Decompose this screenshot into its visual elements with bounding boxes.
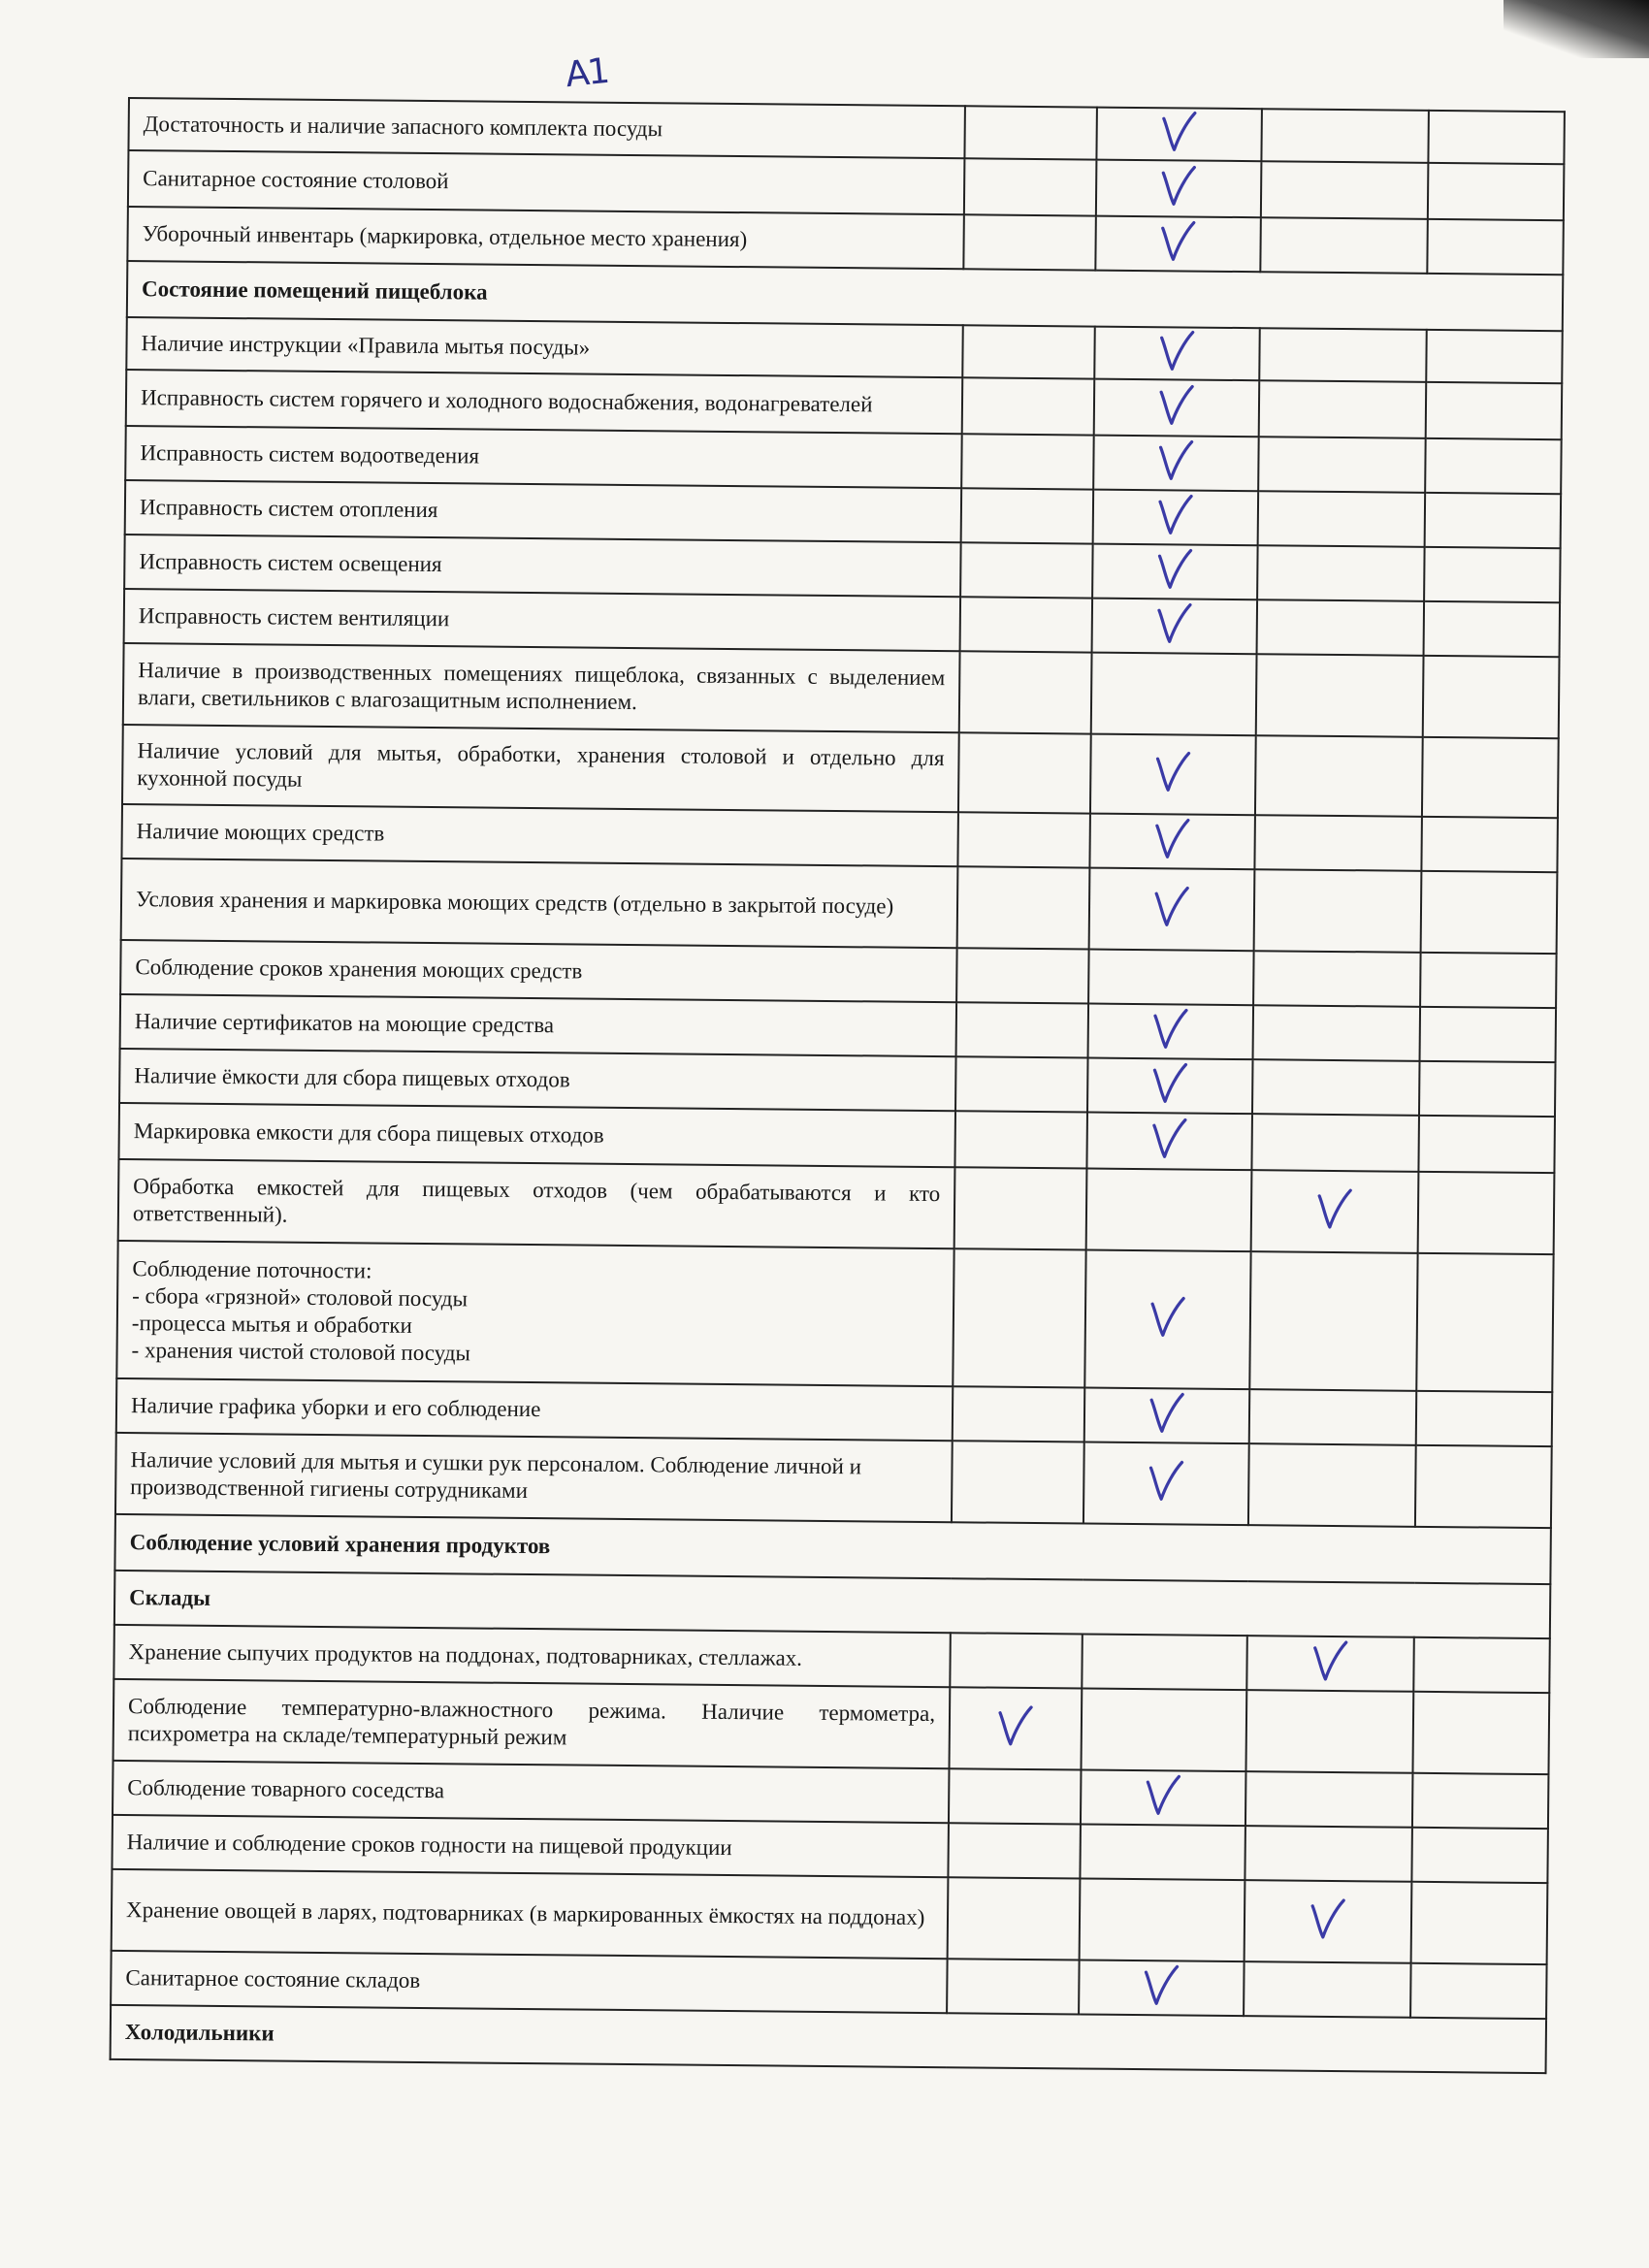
table-row: [115, 1433, 1552, 1528]
rating-cell: [1251, 1170, 1419, 1253]
criterion-text: Исправность систем отопления: [125, 480, 961, 542]
criterion-text: Санитарное состояние складов: [111, 1951, 947, 2013]
rating-cell: [1091, 653, 1257, 736]
rating-cell: [1259, 328, 1427, 382]
rating-cell: [1261, 109, 1429, 163]
criterion-text: Санитарное состояние столовой: [128, 150, 965, 214]
rating-cell: [960, 597, 1093, 652]
checklist-rows: [111, 98, 1565, 2073]
rating-cell: [1084, 1388, 1250, 1444]
scan-corner-shadow: [1504, 0, 1649, 58]
rating-cell: [1249, 1389, 1417, 1445]
rating-cell: [1254, 815, 1422, 871]
rating-cell: [1258, 491, 1426, 547]
rating-cell: [953, 1386, 1085, 1442]
rating-cell: [1256, 654, 1424, 737]
check-mark-icon: [1140, 1962, 1182, 2007]
rating-cell: [1428, 163, 1565, 220]
table-row: [123, 643, 1560, 738]
rating-cell: [1426, 330, 1563, 383]
criterion-text: Наличие и соблюдение сроков годности на пищевой продукции: [112, 1815, 948, 1877]
rating-cell: [1254, 869, 1422, 953]
rating-cell: [1422, 737, 1559, 818]
rating-cell: [1080, 1879, 1245, 1962]
rating-cell: [1412, 1773, 1549, 1829]
check-mark-icon: [1154, 492, 1197, 536]
section-heading: Холодильники: [111, 2005, 1546, 2073]
rating-cell: [1093, 490, 1259, 546]
check-mark-icon: [1148, 1116, 1191, 1160]
check-mark-icon: [1150, 884, 1193, 928]
rating-cell: [1420, 953, 1557, 1008]
rating-cell: [1257, 599, 1425, 656]
rating-cell: [1093, 436, 1259, 492]
rating-cell: [956, 948, 1089, 1003]
rating-cell: [1080, 1825, 1245, 1881]
rating-cell: [1086, 1169, 1252, 1252]
checklist-table: [110, 97, 1566, 2074]
rating-cell: [959, 651, 1092, 733]
rating-cell: [1083, 1442, 1249, 1526]
criterion-text: Наличие условий для мытья и сушки рук персоналом. Соблюдение личной и производственной гигиены сотрудниками: [115, 1433, 953, 1522]
criterion-text: Маркировка емкости для сбора пищевых отходов: [118, 1103, 955, 1167]
rating-cell: [954, 1167, 1087, 1249]
rating-cell: [1244, 1961, 1411, 2018]
rating-cell: [1418, 1172, 1555, 1254]
rating-cell: [947, 1959, 1080, 2014]
criterion-text: Хранение сыпучих продуктов на поддонах, подтоварниках, стеллажах.: [113, 1625, 950, 1687]
criterion-text: Наличие инструкции «Правила мытья посуды»: [126, 317, 962, 377]
table-row: [112, 1869, 1548, 1964]
check-mark-icon: [1147, 1294, 1189, 1339]
check-mark-icon: [1146, 1390, 1188, 1435]
criterion-text: Наличие графика уборки и его соблюдение: [116, 1378, 953, 1441]
criterion-text: Наличие сертификатов на моющие средства: [120, 994, 956, 1056]
rating-cell: [1086, 1113, 1252, 1171]
check-mark-icon: [1145, 1458, 1187, 1503]
rating-cell: [1245, 1826, 1412, 1882]
rating-cell: [958, 732, 1091, 813]
rating-cell: [960, 542, 1093, 598]
rating-cell: [1259, 380, 1427, 438]
rating-cell: [1410, 1963, 1547, 2019]
rating-cell: [1425, 438, 1562, 494]
rating-cell: [950, 1633, 1083, 1688]
check-mark-icon: [1155, 382, 1198, 427]
check-mark-icon: [1309, 1638, 1351, 1683]
rating-cell: [961, 488, 1094, 543]
rating-cell: [962, 325, 1095, 378]
rating-cell: [949, 1768, 1082, 1824]
rating-cell: [964, 106, 1097, 159]
table-row: [116, 1241, 1553, 1392]
rating-cell: [949, 1687, 1082, 1769]
rating-cell: [1095, 216, 1261, 273]
criterion-line: Соблюдение поточности:: [132, 1256, 372, 1283]
check-mark-icon: [1155, 328, 1198, 373]
check-mark-icon: [1153, 546, 1196, 591]
table-row: [118, 1159, 1555, 1254]
section-heading: Соблюдение условий хранения продуктов: [114, 1514, 1550, 1584]
check-mark-icon: [1307, 1896, 1349, 1941]
rating-cell: [1412, 1692, 1549, 1774]
rating-cell: [1418, 1116, 1555, 1173]
rating-cell: [1245, 1690, 1413, 1773]
rating-cell: [1261, 161, 1429, 219]
rating-cell: [1416, 1253, 1553, 1392]
criterion-text: Исправность систем горячего и холодного водоснабжения, водонагревателей: [126, 370, 963, 434]
rating-cell: [1424, 547, 1561, 602]
criterion-text: Уборочный инвентарь (маркировка, отдельное место хранения): [127, 207, 963, 269]
criterion-text: Наличие ёмкости для сбора пищевых отходов: [119, 1049, 955, 1111]
rating-cell: [1094, 379, 1260, 437]
rating-cell: [1416, 1391, 1553, 1446]
rating-cell: [1088, 1004, 1254, 1060]
rating-cell: [1413, 1637, 1550, 1693]
rating-cell: [1246, 1636, 1414, 1692]
check-mark-icon: [1313, 1186, 1356, 1231]
rating-cell: [1428, 111, 1565, 164]
rating-cell: [1257, 545, 1425, 601]
rating-cell: [1092, 544, 1258, 600]
rating-cell: [964, 158, 1097, 215]
rating-cell: [1092, 599, 1258, 655]
rating-cell: [1087, 1058, 1253, 1115]
section-heading: Состояние помещений пищеблока: [127, 261, 1563, 331]
check-mark-icon: [1150, 816, 1193, 860]
criterion-text: Наличие условий для мытья, обработки, хранения столовой и отдельно для кухонной посуды: [122, 725, 959, 812]
criterion-line: -процесса мытья и обработки: [131, 1311, 412, 1338]
rating-cell: [1420, 1007, 1557, 1062]
criterion-text: Исправность систем водоотведения: [125, 426, 961, 488]
check-mark-icon: [1151, 749, 1194, 794]
rating-cell: [948, 1823, 1081, 1878]
check-mark-icon: [1148, 1060, 1191, 1105]
check-mark-icon: [1149, 1006, 1192, 1051]
criterion-text: Достаточность и наличие запасного комплекта посуды: [128, 98, 964, 158]
rating-cell: [1253, 1005, 1421, 1061]
rating-cell: [957, 812, 1090, 867]
rating-cell: [1096, 160, 1262, 218]
section-heading: Склады: [114, 1571, 1550, 1638]
rating-cell: [1252, 1059, 1420, 1116]
rating-cell: [1425, 493, 1562, 548]
rating-cell: [1245, 1880, 1412, 1963]
rating-cell: [1090, 734, 1256, 816]
rating-cell: [1088, 950, 1254, 1006]
rating-cell: [956, 1002, 1089, 1057]
rating-cell: [1415, 1445, 1552, 1528]
check-mark-icon: [1153, 600, 1196, 645]
rating-cell: [962, 377, 1095, 435]
criterion-text: Условия хранения и маркировка моющих средств (отдельно в закрытой посуде): [121, 859, 958, 948]
check-mark-icon: [1154, 437, 1197, 482]
rating-cell: [1411, 1882, 1548, 1964]
criterion-text: Исправность систем освещения: [124, 535, 960, 597]
criterion-text: Исправность систем вентиляции: [124, 589, 960, 651]
rating-cell: [1079, 1960, 1245, 2017]
check-mark-icon: [994, 1703, 1037, 1748]
criterion-text: Соблюдение сроков хранения моющих средств: [120, 940, 956, 1002]
rating-cell: [1253, 951, 1421, 1007]
rating-cell: [1249, 1251, 1417, 1391]
table-row: [122, 725, 1559, 818]
rating-cell: [955, 1056, 1088, 1112]
rating-cell: [1248, 1443, 1416, 1527]
rating-cell: [954, 1111, 1087, 1168]
check-mark-icon: [1142, 1772, 1184, 1817]
rating-cell: [1094, 327, 1260, 381]
rating-cell: [1082, 1635, 1247, 1691]
rating-cell: [1258, 437, 1426, 493]
rating-cell: [953, 1248, 1085, 1387]
table-row: [113, 1679, 1550, 1774]
rating-cell: [1260, 217, 1428, 274]
checklist-sheet: [110, 97, 1564, 2074]
rating-cell: [948, 1877, 1081, 1960]
criterion-text: [116, 1241, 954, 1386]
rating-cell: [961, 434, 1094, 489]
rating-cell: [957, 866, 1090, 949]
rating-cell: [1089, 814, 1255, 870]
criterion-text: Соблюдение температурно-влажностного режима. Наличие термометра, психрометра на складе/температурный режим: [113, 1679, 951, 1768]
rating-cell: [963, 214, 1096, 270]
rating-cell: [1423, 656, 1560, 738]
rating-cell: [1424, 601, 1561, 657]
rating-cell: [1421, 817, 1558, 872]
check-mark-icon: [1157, 163, 1200, 208]
criterion-text: Хранение овощей в ларях, подтоварниках (в маркированных ёмкостях на поддонах): [112, 1869, 949, 1959]
criterion-text: Наличие моющих средств: [121, 804, 957, 866]
criterion-text: Наличие в производственных помещениях пищеблока, связанных с выделением влаги, светильников с влагозащитным исполнением.: [123, 643, 960, 732]
rating-cell: [1096, 108, 1262, 162]
rating-cell: [1411, 1828, 1548, 1883]
rating-cell: [1081, 1770, 1246, 1827]
rating-cell: [1245, 1771, 1413, 1828]
rating-cell: [1426, 382, 1563, 439]
handwritten-page-mark: A1: [563, 50, 610, 96]
rating-cell: [1251, 1114, 1419, 1172]
rating-cell: [1081, 1689, 1246, 1772]
check-mark-icon: [1156, 218, 1199, 263]
criterion-text: Соблюдение товарного соседства: [113, 1761, 949, 1823]
rating-cell: [1084, 1250, 1250, 1390]
criterion-line: - хранения чистой столовой посуды: [131, 1338, 471, 1366]
rating-cell: [1255, 735, 1423, 817]
rating-cell: [952, 1441, 1084, 1523]
rating-cell: [1427, 219, 1564, 275]
rating-cell: [1421, 871, 1558, 954]
criterion-line: - сбора «грязной» столовой посуды: [132, 1283, 469, 1312]
table-row: [121, 859, 1558, 954]
check-mark-icon: [1157, 109, 1200, 153]
criterion-text: Обработка емкостей для пищевых отходов (чем обрабатываются и кто ответственный).: [118, 1159, 955, 1248]
rating-cell: [1419, 1061, 1556, 1117]
rating-cell: [1089, 868, 1255, 952]
